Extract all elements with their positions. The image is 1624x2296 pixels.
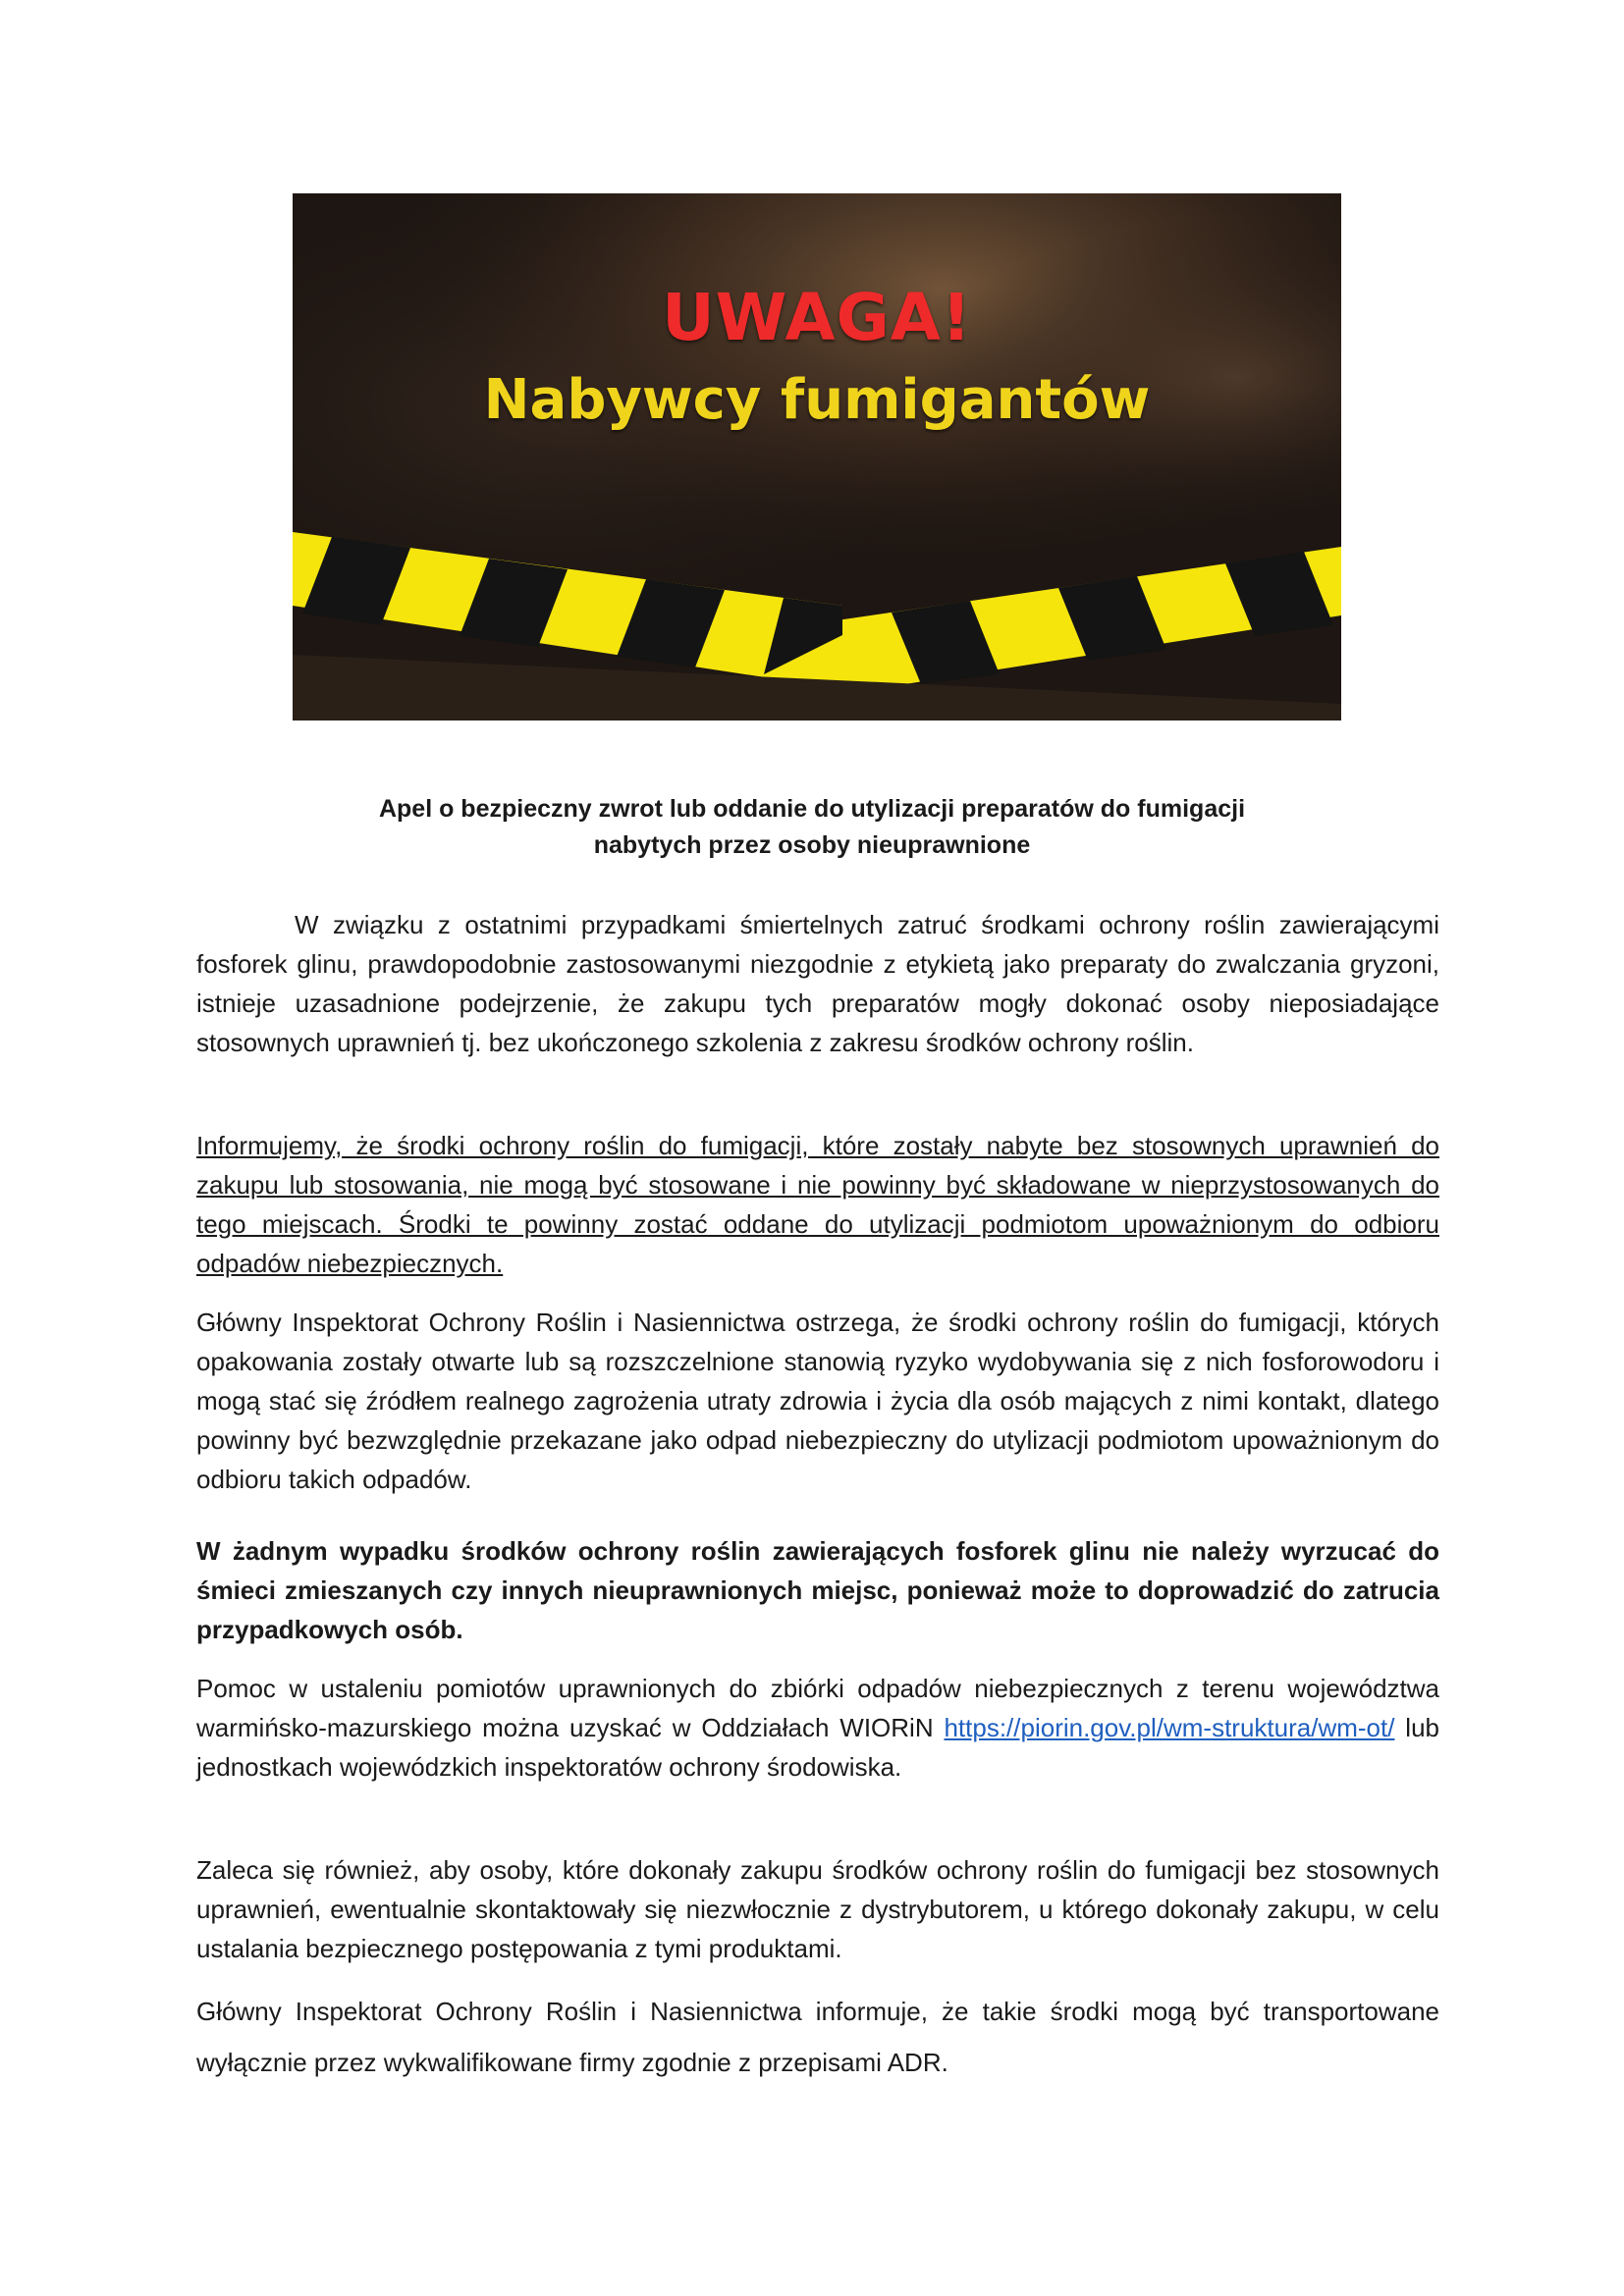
paragraph-bold-notice: W żadnym wypadku środków ochrony roślin zawierających fosforek glinu nie należy wyrzucać do śmieci zmieszanych czy innych nieuprawnionych miejsc, ponieważ może to doprowadzić do zatrucia przypadkowych osób.	[196, 1536, 1439, 1644]
caution-tape-illustration	[293, 193, 1341, 721]
paragraph-information-underlined: Informujemy, że środki ochrony roślin do fumigacji, które zostały nabyte bez stosownych uprawnień do zakupu lub stosowania, nie mogą być stosowane i nie powinny być składowane w nieprzystosowanych do tego miejscach. Środki te powinny zostać oddane do utylizacji podmiotom upoważnionym do odbioru odpadów niebezpiecznych.	[196, 1131, 1439, 1278]
paragraph-transport-info: Główny Inspektorat Ochrony Roślin i Nasiennictwa informuje, że takie środki mogą być transportowane wyłącznie przez wykwalifikowane firmy zgodnie z przepisami ADR.	[196, 1997, 1439, 2077]
paragraph-warning: Główny Inspektorat Ochrony Roślin i Nasiennictwa ostrzega, że środki ochrony roślin do fumigacji, których opakowania zostały otwarte lub są rozszczelnione stanowią ryzyko wydobywania się z nich fosforowodoru i mogą stać się źródłem realnego zagrożenia utraty zdrowia i życia dla osób mających z nimi kontakt, dlatego powinny być bezwzględnie przekazane jako odpad niebezpieczny do utylizacji podmiotom upoważnionym do odbioru takich odpadów.	[196, 1308, 1439, 1494]
paragraph-help	[196, 1669, 1439, 1787]
help-text-after-link: lub jednostkach wojewódzkich inspektoratów ochrony środowiska.	[196, 1713, 1439, 1782]
help-text-before-link: Pomoc w ustaleniu pomiotów uprawnionych do zbiórki odpadów niebezpiecznych z terenu województwa warmińsko-mazurskiego można uzyskać w Oddziałach WIORiN	[196, 1674, 1439, 1742]
paragraph-recommendation: Zaleca się również, aby osoby, które dokonały zakupu środków ochrony roślin do fumigacji bez stosownych uprawnień, ewentualnie skontaktowały się niezwłocznie z dystrybutorem, u którego dokonały zakupu, w celu ustalania bezpiecznego postępowania z tymi produktami.	[196, 1855, 1439, 1963]
paragraph-intro: W związku z ostatnimi przypadkami śmiertelnych zatruć środkami ochrony roślin zawierającymi fosforek glinu, prawdopodobnie zastosowanymi niezgodnie z etykietą jako preparaty do zwalczania gryzoni, istnieje uzasadnione podejrzenie, że zakupu tych preparatów mogły dokonać osoby nieposiadające stosownych uprawnień tj. bez ukończonego szkolenia z zakresu środków ochrony roślin.	[196, 910, 1439, 1057]
banner-warning-title: UWAGA!	[662, 280, 972, 355]
warning-banner-image	[293, 193, 1341, 721]
document-title-line-2: nabytych przez osoby nieuprawnione	[593, 831, 1031, 859]
banner-subtitle: Nabywcy fumigantów	[483, 368, 1151, 432]
wioin-structure-link[interactable]: https://piorin.gov.pl/wm-struktura/wm-ot/	[944, 1713, 1395, 1742]
document-title-line-1: Apel o bezpieczny zwrot lub oddanie do utylizacji preparatów do fumigacji	[378, 795, 1246, 823]
